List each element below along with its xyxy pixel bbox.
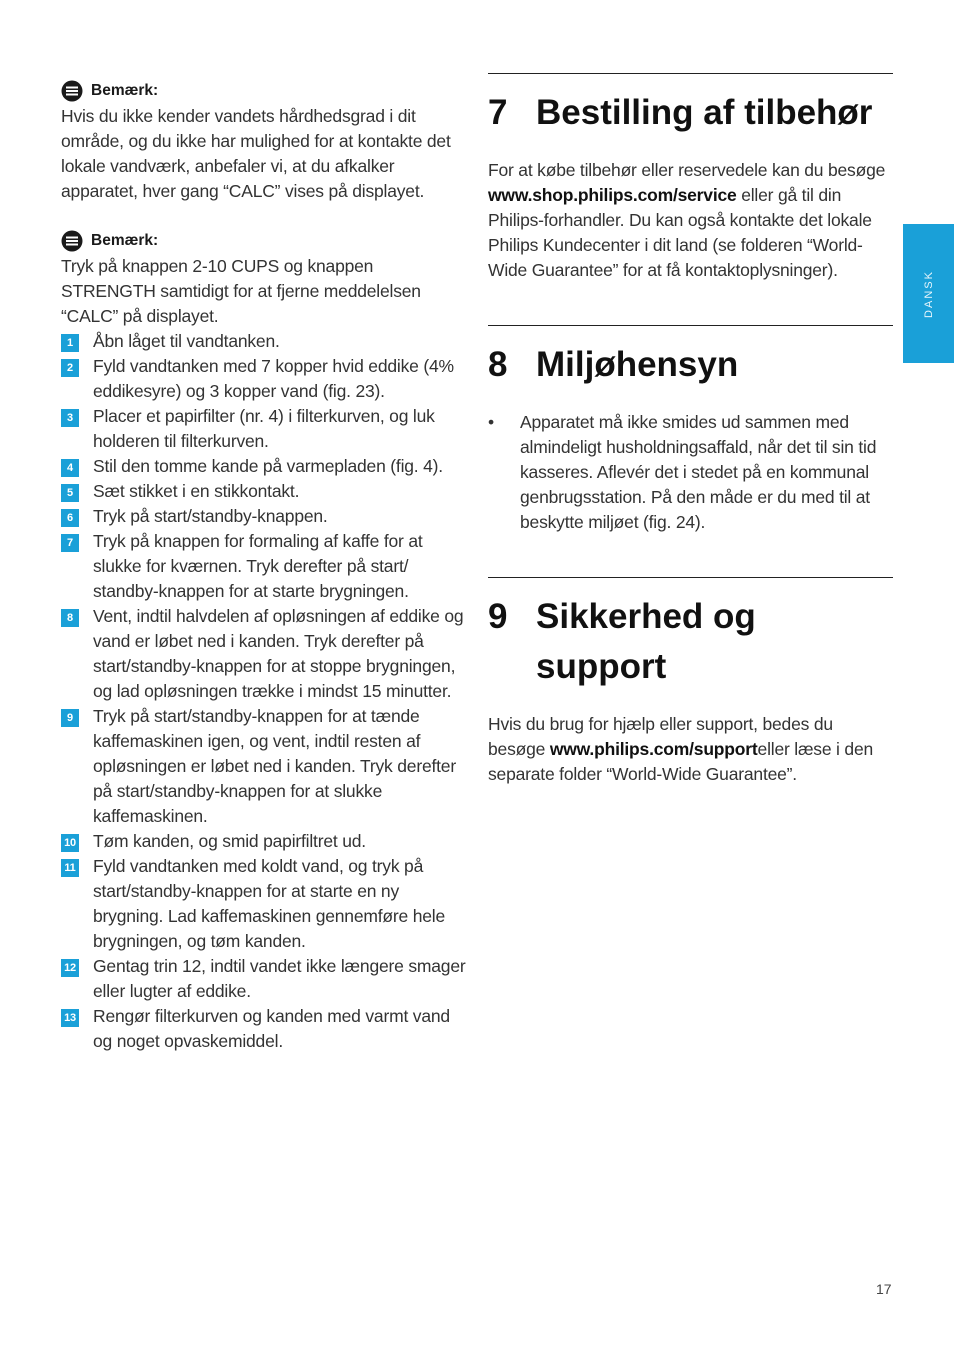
section-title <box>488 88 893 138</box>
step-number-badge: 12 <box>61 959 79 977</box>
section-title <box>488 340 893 390</box>
section-heading: Sikkerhed og support <box>536 597 756 686</box>
step-number-badge: 10 <box>61 834 79 852</box>
section-title <box>488 592 893 692</box>
step-number-badge: 1 <box>61 334 79 352</box>
section-divider <box>488 325 893 326</box>
step-text: Fyld vandtanken med koldt vand, og tryk på start/standby-knappen for at starte en ny brygning. Lad kaffemaskinen gennemføre hele brygningen, og tøm kanden. <box>93 856 445 951</box>
shop-link[interactable]: www.shop.philips.com/service <box>488 185 737 205</box>
step-number-badge: 13 <box>61 1009 79 1027</box>
body-text-a: For at købe tilbehør eller reservedele kan du besøge <box>488 160 886 180</box>
section-divider <box>488 577 893 578</box>
left-column <box>61 78 466 1054</box>
section-number: 7 <box>488 93 508 132</box>
section-heading: Miljøhensyn <box>536 345 739 384</box>
body-text-a: Hvis du brug for hjælp eller support, bedes du besøge <box>488 714 833 759</box>
step-text: Rengør filterkurven og kanden med varmt vand og noget opvaskemiddel. <box>93 1006 450 1051</box>
step-text: Tryk på knappen for formaling af kaffe for at slukke for kværnen. Tryk derefter på start/ standby-knappen for at starte brygningen. <box>93 531 423 601</box>
step-item <box>61 604 466 704</box>
step-item <box>61 1004 466 1054</box>
right-column <box>488 73 893 787</box>
step-number-badge: 9 <box>61 709 79 727</box>
section-heading: Bestilling af tilbehør <box>536 93 873 132</box>
step-item <box>61 954 466 1004</box>
section-body <box>488 158 893 283</box>
step-text: Sæt stikket i en stikkontakt. <box>93 481 300 501</box>
page-number: 17 <box>876 1281 892 1297</box>
step-number-badge: 11 <box>61 859 79 877</box>
language-tab-label: DANSK <box>922 269 935 318</box>
step-text: Gentag trin 12, indtil vandet ikke længere smager eller lugter af eddike. <box>93 956 466 1001</box>
step-number-badge: 6 <box>61 509 79 527</box>
bullet-list <box>488 410 893 535</box>
step-text: Placer et papirfilter (nr. 4) i filterkurven, og luk holderen til filterkurven. <box>93 406 435 451</box>
step-text: Tryk på start/standby-knappen for at tænde kaffemaskinen igen, og vent, indtil resten af opløsningen er løbet ned i kanden. Tryk derefter på start/standby-knappen for at slukke kaffemaskinen. <box>93 706 456 826</box>
step-item <box>61 504 466 529</box>
note-icon <box>61 80 83 102</box>
step-number-badge: 4 <box>61 459 79 477</box>
step-number-badge: 8 <box>61 609 79 627</box>
step-item <box>61 829 466 854</box>
section-body <box>488 712 893 787</box>
step-text: Tøm kanden, og smid papirfiltret ud. <box>93 831 366 851</box>
note-label: Bemærk: <box>91 82 159 99</box>
note-header <box>61 228 466 254</box>
step-number-badge: 5 <box>61 484 79 502</box>
step-item <box>61 854 466 954</box>
section-9 <box>488 577 893 787</box>
list-item: • Apparatet må ikke smides ud sammen med almindeligt husholdningsaffald, når det til sin tid kasseres. Aflevér det i stedet på en kommunal genbrugsstation. På den måde er du med til at beskytte miljøet (fig. 24). <box>488 410 893 535</box>
note-label: Bemærk: <box>91 232 159 249</box>
step-item <box>61 479 466 504</box>
step-number-badge: 3 <box>61 409 79 427</box>
step-item <box>61 404 466 454</box>
step-item <box>61 354 466 404</box>
section-divider <box>488 73 893 74</box>
step-item <box>61 329 466 354</box>
note-text: Tryk på knappen 2-10 CUPS og knappen STRENGTH samtidigt for at fjerne meddelelsen “CALC” på displayet. <box>61 256 421 326</box>
step-text: Tryk på start/standby-knappen. <box>93 506 328 526</box>
step-number-badge: 2 <box>61 359 79 377</box>
language-tab <box>903 224 954 363</box>
note-text: Hvis du ikke kender vandets hårdhedsgrad i dit område, og du ikke har mulighed for at kontakte det lokale vandværk, anbefaler vi, at du afkalker apparatet, hver gang “CALC” vises på displayet. <box>61 106 451 201</box>
step-item <box>61 704 466 829</box>
body-text-b: eller læse i den separate folder “World-Wide Guarantee”. <box>488 739 874 784</box>
step-text: Fyld vandtanken med 7 kopper hvid eddike (4% eddikesyre) og 3 kopper vand (fig. 23). <box>93 356 454 401</box>
body-text-b: eller gå til din Philips-forhandler. Du kan også kontakte det lokale Philips Kundecenter i dit land (se folderen “World-Wide Guarantee” for at få kontaktoplysninger). <box>488 185 872 280</box>
note-block <box>61 228 466 329</box>
note-block <box>61 78 466 204</box>
step-item <box>61 454 466 479</box>
steps-list <box>61 329 466 1054</box>
support-link[interactable]: www.philips.com/support <box>549 739 758 759</box>
section-number: 8 <box>488 345 508 384</box>
step-text: Stil den tomme kande på varmepladen (fig. 4). <box>93 456 443 476</box>
note-icon <box>61 230 83 252</box>
section-7 <box>488 73 893 283</box>
step-text: Vent, indtil halvdelen af opløsningen af eddike og vand er løbet ned i kanden. Tryk derefter på start/standby-knappen for at stoppe brygningen, og lad opløsningen trække i mindst 15 minutter. <box>93 606 464 701</box>
step-number-badge: 7 <box>61 534 79 552</box>
note-header <box>61 78 466 104</box>
section-8 <box>488 325 893 535</box>
section-number: 9 <box>488 597 508 636</box>
step-item <box>61 529 466 604</box>
step-text: Åbn låget til vandtanken. <box>93 331 280 351</box>
